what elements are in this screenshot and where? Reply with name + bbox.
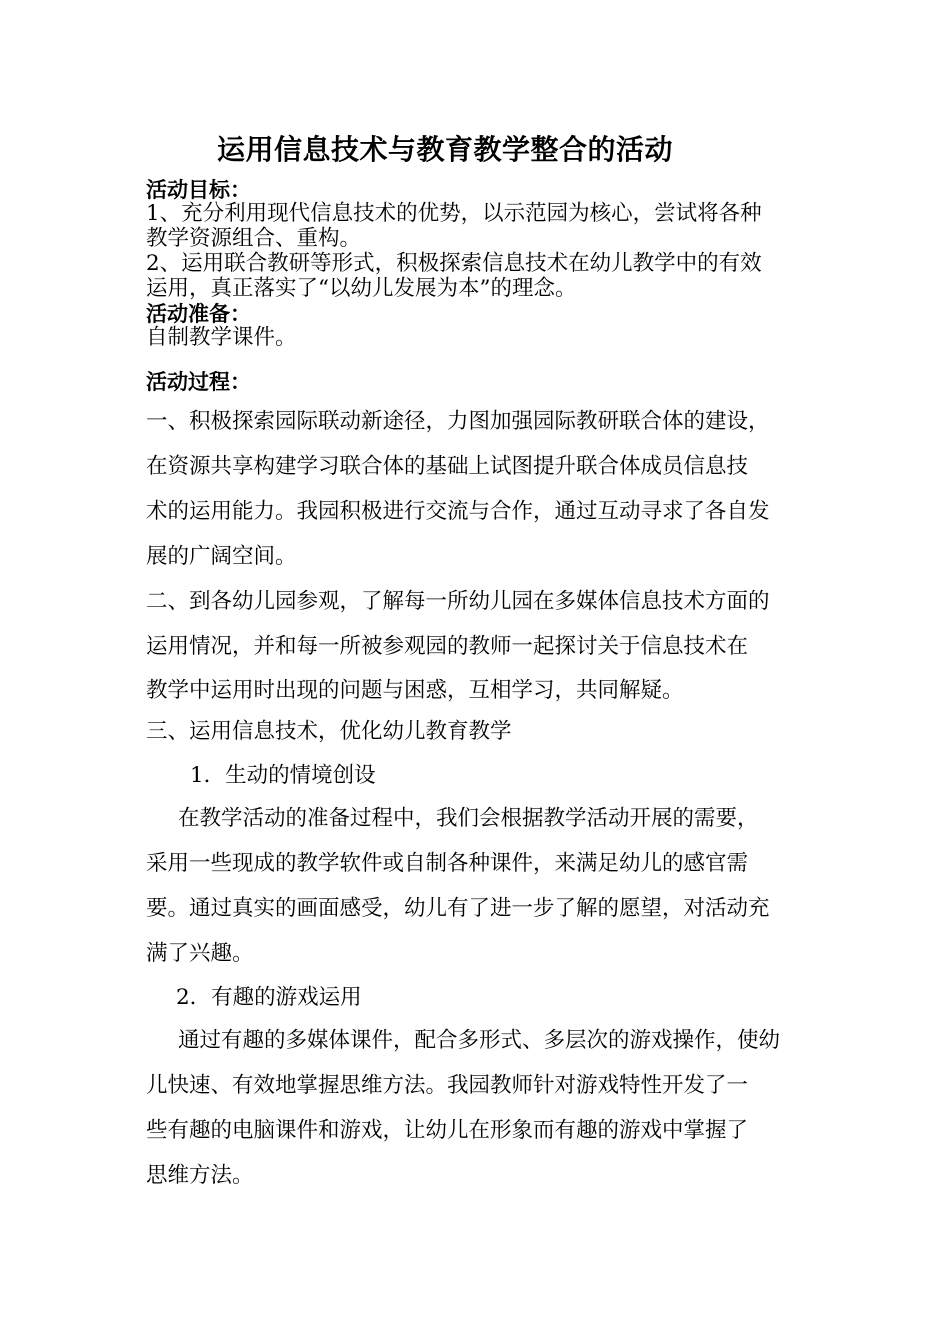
process-line: 运用情况，并和每一所被参观园的教师一起探讨关于信息技术在: [146, 634, 749, 659]
prep-heading: 活动准备：: [146, 302, 251, 326]
process-line: 采用一些现成的教学软件或自制各种课件，来满足幼儿的感官需: [146, 851, 749, 876]
goals-line: 教学资源组合、重构。: [146, 226, 362, 251]
process-line: 儿快速、有效地掌握思维方法。我园教师针对游戏特性开发了一: [146, 1073, 749, 1098]
process-line: 些有趣的电脑课件和游戏，让幼儿在形象而有趣的游戏中掌握了: [146, 1118, 749, 1143]
process-line: 展的广阔空间。: [146, 544, 297, 569]
process-line: 思维方法。: [146, 1163, 254, 1188]
process-line: 在资源共享构建学习联合体的基础上试图提升联合体成员信息技: [146, 454, 749, 479]
process-heading: 活动过程：: [146, 370, 251, 394]
goals-heading: 活动目标：: [146, 178, 251, 202]
document-title: 运用信息技术与教育教学整合的活动: [216, 133, 673, 166]
subsection-heading: 2．有趣的游戏运用: [176, 985, 362, 1010]
process-line: 通过有趣的多媒体课件，配合多形式、多层次的游戏操作，使幼: [178, 1028, 781, 1053]
goals-line: 运用，真正落实了“以幼儿发展为本”的理念。: [146, 276, 577, 301]
goals-line: 2、运用联合教研等形式，积极探索信息技术在幼儿教学中的有效: [146, 251, 762, 276]
process-line: 一、积极探索园际联动新途径，力图加强园际教研联合体的建设，: [146, 409, 770, 434]
subsection-heading: 1．生动的情境创设: [190, 763, 376, 788]
process-line: 要。通过真实的画面感受，幼儿有了进一步了解的愿望，对活动充: [146, 896, 770, 921]
section-heading: 三、运用信息技术，优化幼儿教育教学: [146, 719, 512, 744]
process-line: 教学中运用时出现的问题与困惑，互相学习，共同解疑。: [146, 678, 684, 703]
prep-text: 自制教学课件。: [146, 325, 297, 350]
process-line: 术的运用能力。我园积极进行交流与合作，通过互动寻求了各自发: [146, 499, 770, 524]
process-line: 满了兴趣。: [146, 941, 254, 966]
goals-line: 1、充分利用现代信息技术的优势，以示范园为核心，尝试将各种: [146, 201, 762, 226]
process-line: 二、到各幼儿园参观，了解每一所幼儿园在多媒体信息技术方面的: [146, 589, 770, 614]
process-line: 在教学活动的准备过程中，我们会根据教学活动开展的需要，: [178, 806, 759, 831]
